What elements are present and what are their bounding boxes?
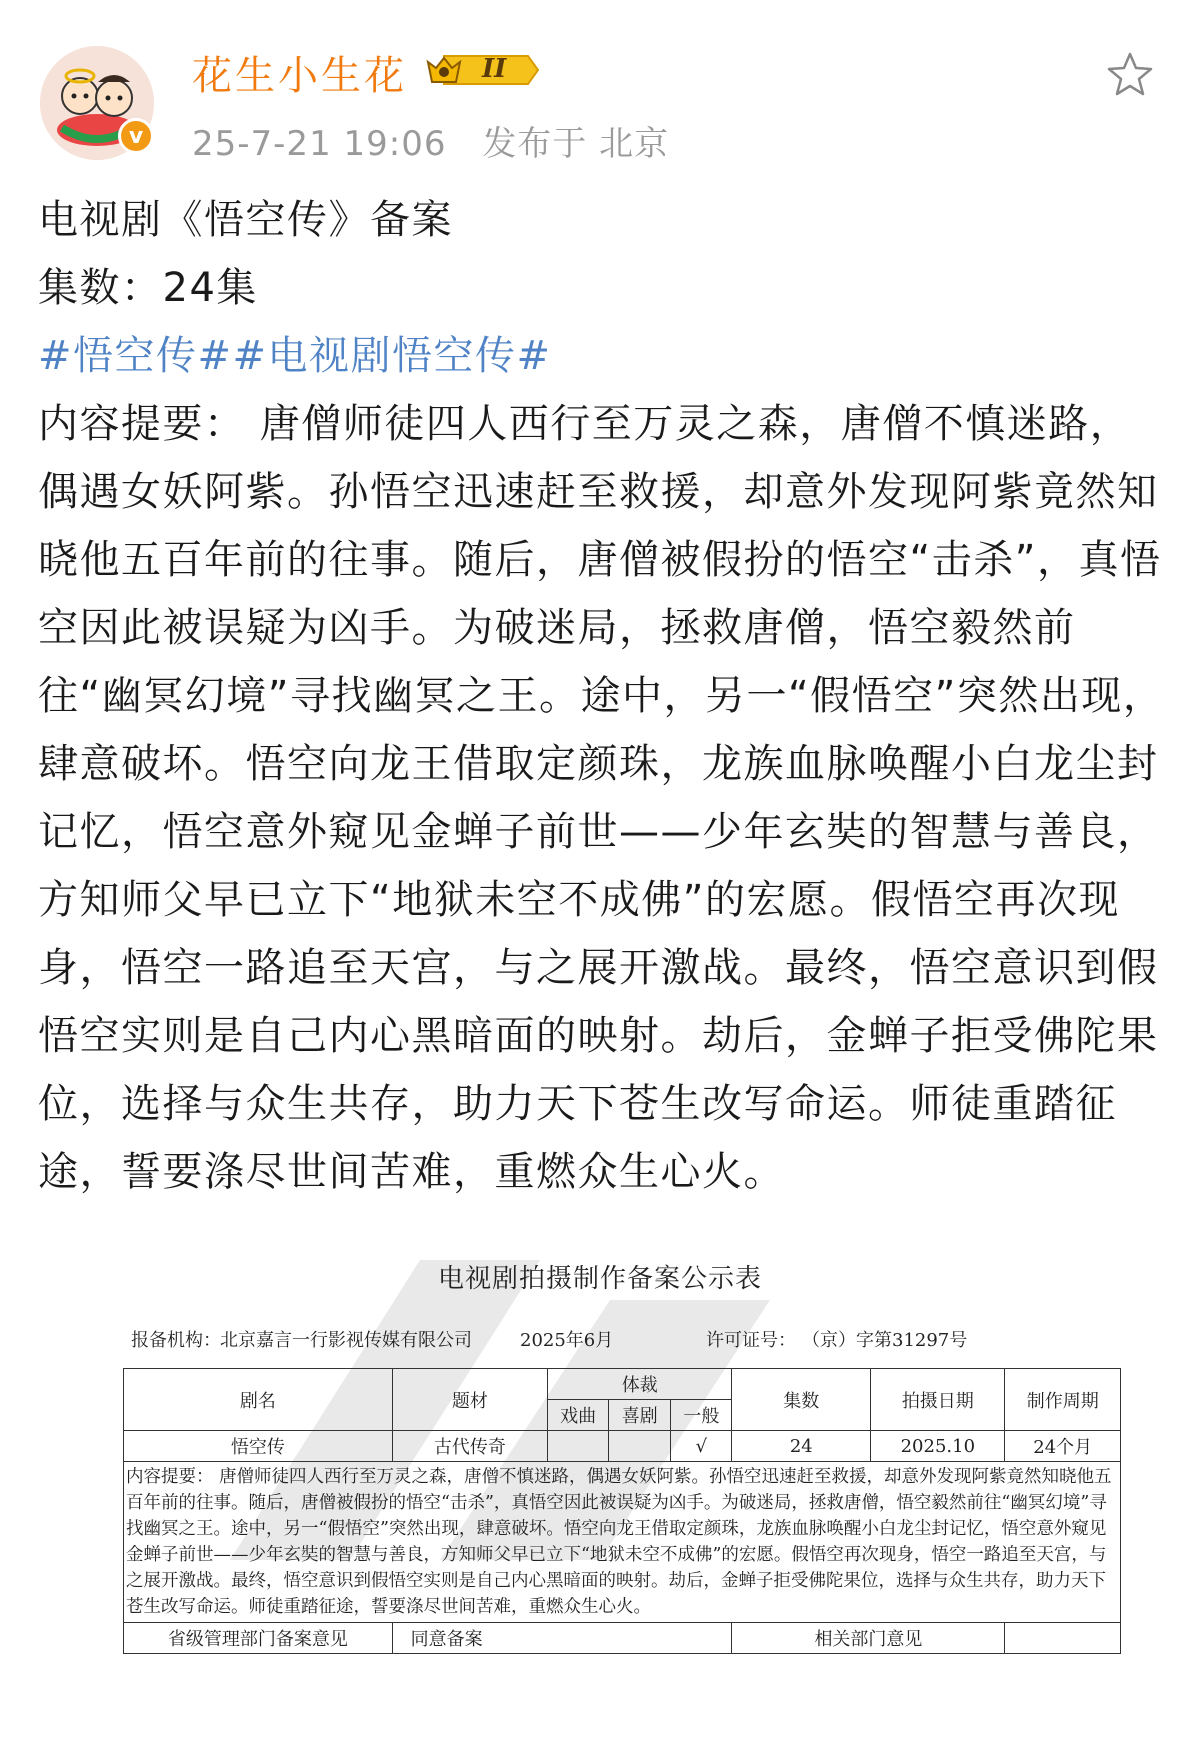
document-title: 电视剧拍摄制作备案公示表 — [437, 1264, 762, 1294]
license-label: 许可证号： — [706, 1330, 796, 1351]
header-genre: 体裁 — [548, 1369, 732, 1400]
filing-document — [0, 1228, 1200, 1757]
cell-title: 悟空传 — [124, 1431, 393, 1462]
footer-agree: 同意备案 — [392, 1623, 732, 1654]
header-episodes: 集数 — [732, 1369, 871, 1431]
post-location: 发布于 北京 — [482, 124, 670, 164]
header-title: 剧名 — [124, 1369, 393, 1431]
org-name: 北京嘉言一行影视传媒有限公司 — [220, 1330, 472, 1351]
post-body — [38, 186, 1168, 1206]
cell-summary: 内容提要： 唐僧师徒四人西行至万灵之森，唐僧不慎迷路，偶遇女妖阿紫。孙悟空迅速赶至救援，却意外发现阿紫竟然知晓他五百年前的往事。随后，唐僧被假扮的悟空“击杀”，真悟空因此被误疑为凶手。为破迷局，拯救唐僧，悟空毅然前往“幽冥幻境”寻找幽冥之王。途中，另一“假悟空”突然出现，肆意破坏。悟空向龙王借取定颜珠，龙族血脉唤醒小白龙尘封记忆，悟空意外窥见金蝉子前世——少年玄奘的智慧与善良，方知师父早已立下“地狱未空不成佛”的宏愿。假悟空再次现身，悟空一路追至天宫，与之展开激战。最终，悟空意识到假悟空实则是自己内心黑暗面的映射。劫后，金蝉子拒受佛陀果位，选择与众生共存，助力天下苍生改写命运。师徒重踏征途，誓要涤尽世间苦难，重燃众生心火。 — [124, 1462, 1121, 1623]
post-episodes-line: 集数：24集 — [38, 265, 258, 311]
header-genre-opera: 戏曲 — [548, 1400, 609, 1431]
favorite-star-icon[interactable] — [1105, 50, 1155, 100]
footer-provincial: 省级管理部门备案意见 — [124, 1623, 393, 1654]
filing-table — [123, 1368, 1121, 1654]
header-genre-comedy: 喜剧 — [609, 1400, 671, 1431]
header-genre-general: 一般 — [671, 1400, 732, 1431]
header-shoot-date: 拍摄日期 — [871, 1369, 1005, 1431]
post-hashtags[interactable]: #悟空传##电视剧悟空传# — [38, 333, 552, 379]
level-badge[interactable] — [424, 50, 544, 90]
cell-genre-opera — [548, 1431, 609, 1462]
filing-date: 2025年6月 — [520, 1330, 614, 1351]
post-timestamp: 25-7-21 19:06 — [192, 124, 447, 164]
post-title-line: 电视剧《悟空传》备案 — [38, 197, 453, 243]
header-subject: 题材 — [392, 1369, 547, 1431]
level-badge-label: II — [482, 54, 507, 84]
org-label: 报备机构： — [131, 1330, 221, 1351]
footer-related: 相关部门意见 — [732, 1623, 1005, 1654]
cell-subject: 古代传奇 — [392, 1431, 547, 1462]
cell-genre-general: √ — [671, 1431, 732, 1462]
cell-genre-comedy — [609, 1431, 671, 1462]
cell-shoot-date: 2025.10 — [871, 1431, 1005, 1462]
header-period: 制作周期 — [1005, 1369, 1121, 1431]
license-number: （京）字第31297号 — [802, 1330, 968, 1351]
post-summary: 内容提要： 唐僧师徒四人西行至万灵之森，唐僧不慎迷路，偶遇女妖阿紫。孙悟空迅速赶至救援，却意外发现阿紫竟然知晓他五百年前的往事。随后，唐僧被假扮的悟空“击杀”，真悟空因此被误疑为凶手。为破迷局，拯救唐僧，悟空毅然前往“幽冥幻境”寻找幽冥之王。途中，另一“假悟空”突然出现，肆意破坏。悟空向龙王借取定颜珠，龙族血脉唤醒小白龙尘封记忆，悟空意外窥见金蝉子前世——少年玄奘的智慧与善良，方知师父早已立下“地狱未空不成佛”的宏愿。假悟空再次现身，悟空一路追至天宫，与之展开激战。最终，悟空意识到假悟空实则是自己内心黑暗面的映射。劫后，金蝉子拒受佛陀果位，选择与众生共存，助力天下苍生改写命运。师徒重踏征途，誓要涤尽世间苦难，重燃众生心火。 — [38, 401, 1165, 1195]
table-row — [124, 1431, 1121, 1462]
cell-episodes: 24 — [732, 1431, 871, 1462]
username[interactable]: 花生小生花 — [192, 53, 407, 99]
footer-empty — [1005, 1623, 1121, 1654]
verified-badge-icon: v — [118, 118, 154, 154]
cell-period: 24个月 — [1005, 1431, 1121, 1462]
post-meta — [192, 116, 693, 165]
